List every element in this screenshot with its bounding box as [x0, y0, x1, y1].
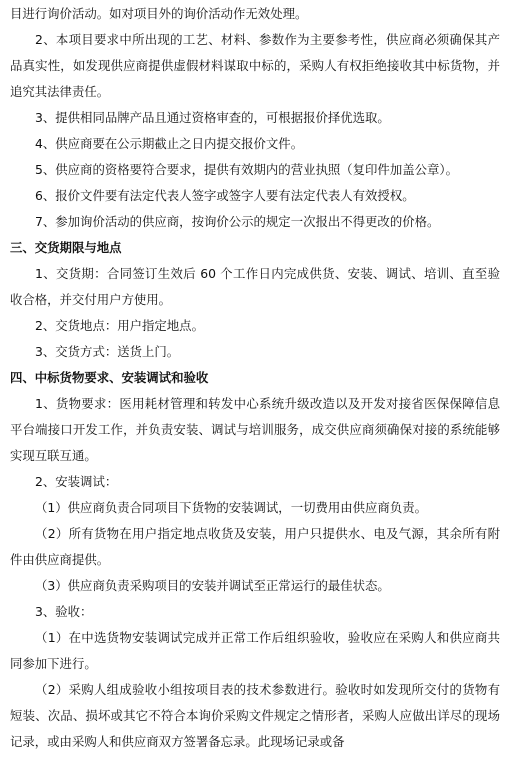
- paragraph-delivery-method: 3、交货方式：送货上门。: [35, 344, 180, 359]
- paragraph-delivery-place: 2、交货地点：用户指定地点。: [35, 318, 204, 333]
- section-heading-requirements: 四、中标货物要求、安装调试和验收: [10, 370, 209, 385]
- section-heading-delivery: 三、交货期限与地点: [10, 240, 122, 255]
- paragraph-goods-requirement: 1、货物要求：医用耗材管理和转发中心系统升级改造以及开发对接省医保保障信息平台端接口开发工作，并负责安装、调试与培训服务，成交供应商须确保对接的系统能够实现互联互通。: [10, 396, 500, 463]
- paragraph-item-4: 4、供应商要在公示期截止之日内提交报价文件。: [35, 136, 304, 151]
- paragraph-item-3: 3、提供相同品牌产品且通过资格审查的，可根据报价择优选取。: [35, 110, 390, 125]
- paragraph-acceptance-2: （2）采购人组成验收小组按项目表的技术参数进行。验收时如发现所交付的货物有短装、次品、损坏或其它不符合本询价采购文件规定之情形者，采购人应做出详尽的现场记录，或由采购人和供应商双方签署备忘录。此现场记录或备: [10, 682, 500, 749]
- paragraph-item-5: 5、供应商的资格要符合要求，提供有效期内的营业执照（复印件加盖公章）。: [35, 162, 458, 177]
- paragraph-installation-2: （2）所有货物在用户指定地点收货及安装，用户只提供水、电及气源，其余所有附件由供应商提供。: [10, 526, 500, 567]
- paragraph-acceptance-title: 3、验收：: [35, 604, 93, 619]
- paragraph-installation-1: （1）供应商负责合同项目下货物的安装调试，一切费用由供应商负责。: [35, 500, 427, 515]
- paragraph-delivery-time: 1、交货期：合同签订生效后 60 个工作日内完成供货、安装、调试、培训、直至验收合格，并交付用户方使用。: [10, 266, 500, 307]
- paragraph-installation-title: 2、安装调试：: [35, 474, 118, 489]
- paragraph-acceptance-1: （1）在中选货物安装调试完成并正常工作后组织验收，验收应在采购人和供应商共同参加下进行。: [10, 630, 500, 671]
- paragraph-installation-3: （3）供应商负责采购项目的安装并调试至正常运行的最佳状态。: [35, 578, 390, 593]
- paragraph-item-6: 6、报价文件要有法定代表人签字或签字人要有法定代表人有效授权。: [35, 188, 415, 203]
- paragraph-item-7: 7、参加询价活动的供应商，按询价公示的规定一次报出不得更改的价格。: [35, 214, 440, 229]
- paragraph-continuation: 目进行询价活动。如对项目外的询价活动作无效处理。: [10, 6, 308, 21]
- paragraph-item-2: 2、本项目要求中所出现的工艺、材料、参数作为主要参考性，供应商必须确保其产品真实性，如发现供应商提供虚假材料谋取中标的，采购人有权拒绝接收其中标货物，并追究其法律责任。: [10, 32, 500, 99]
